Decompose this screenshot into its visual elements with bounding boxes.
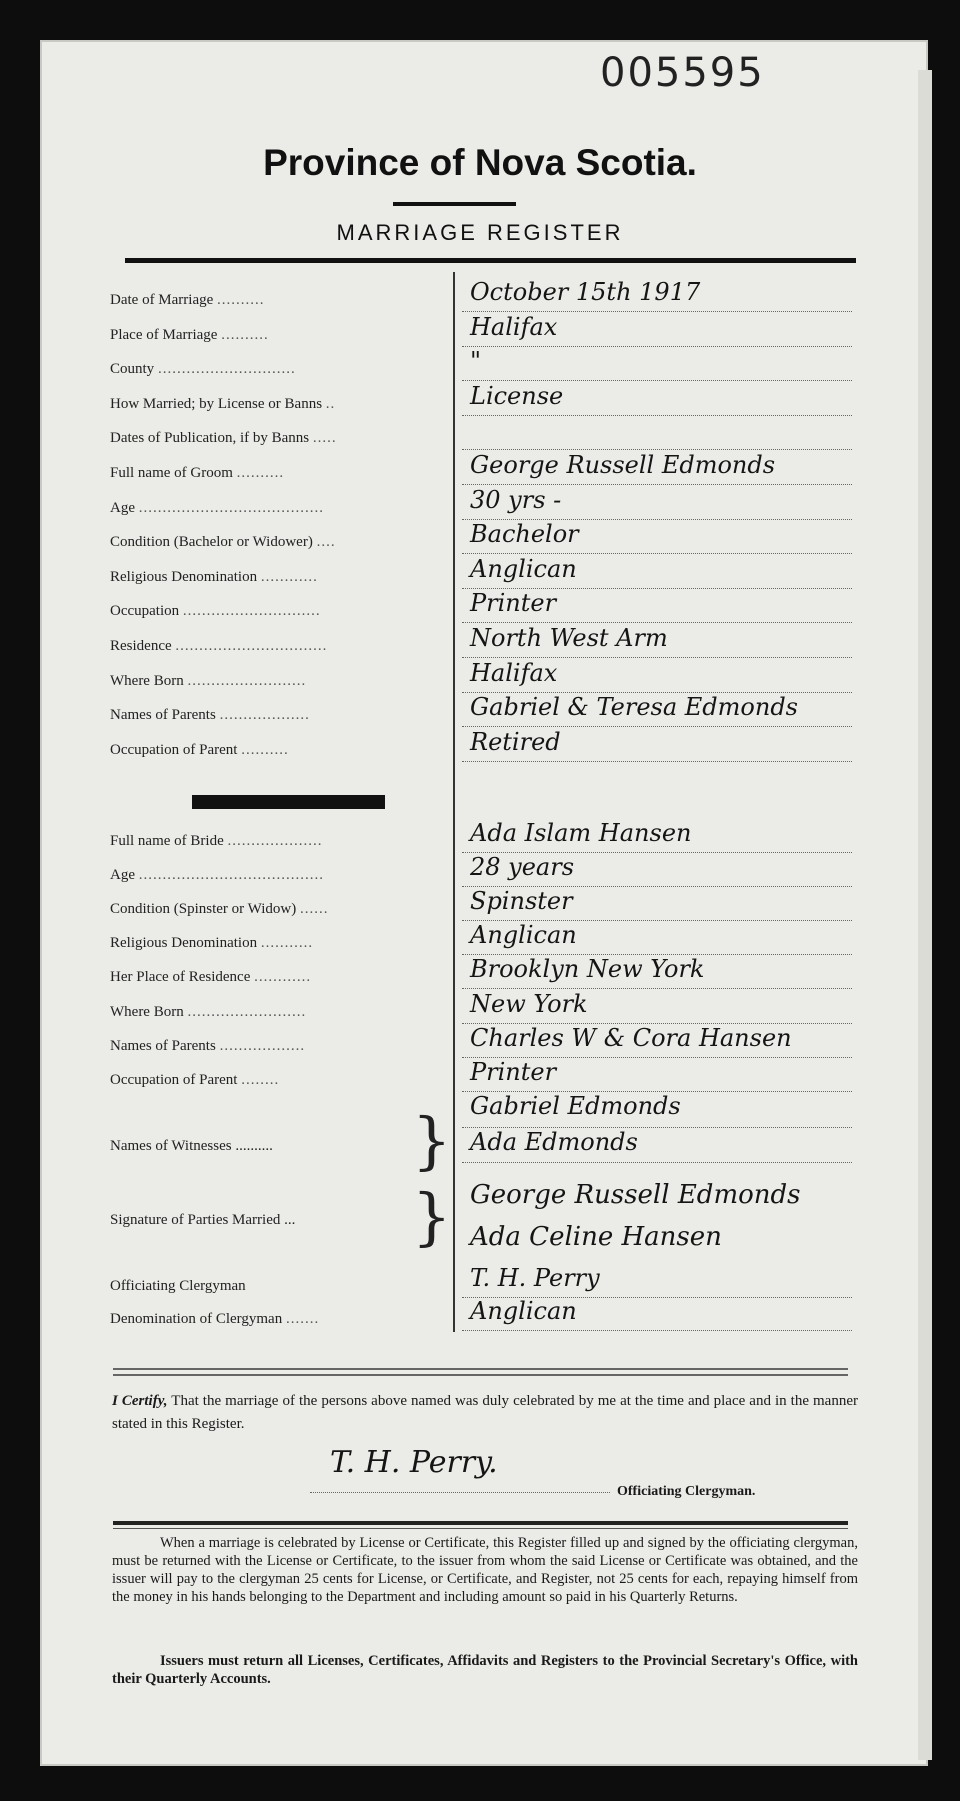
- field-value: License: [470, 381, 564, 410]
- field-label-text: Occupation of Parent: [110, 1071, 238, 1088]
- field-value-line: [462, 690, 852, 693]
- field-label: [110, 833, 440, 853]
- field-value: Anglican: [470, 1297, 577, 1325]
- field-label-text: Names of Parents: [110, 1037, 216, 1054]
- field-value-line: [462, 413, 852, 416]
- return-instructions: Issuers must return all Licenses, Certificates, Affidavits and Registers to the Provincial Secretary's Office, with their Quarterly Accounts.: [112, 1653, 858, 1687]
- field-value-line: [462, 447, 852, 450]
- field-label-text: Place of Marriage: [110, 326, 218, 343]
- field-label: [110, 569, 440, 589]
- field-label: [110, 935, 440, 955]
- certify-rule-top: [113, 1368, 848, 1370]
- field-label-leader: .........................: [187, 1003, 307, 1020]
- field-label-text: Officiating Clergyman: [110, 1278, 246, 1294]
- field-value-line: [462, 655, 852, 658]
- certify-signature-line: [310, 1492, 610, 1493]
- signatures-brace: }: [412, 1180, 452, 1253]
- field-value: New York: [470, 989, 588, 1018]
- page-subtitle: MARRIAGE REGISTER: [336, 220, 624, 245]
- field-value: Anglican: [470, 921, 577, 950]
- field-label-text: Age: [110, 499, 135, 516]
- field-label-leader: .......: [285, 1311, 320, 1327]
- certify-signature: T. H. Perry.: [330, 1445, 498, 1480]
- field-label-leader: ..........: [241, 741, 289, 758]
- field-label: [110, 500, 440, 520]
- field-label-leader: ...................: [219, 707, 310, 724]
- field-label: [110, 327, 440, 347]
- field-value-line: [462, 517, 852, 520]
- field-label: [110, 742, 440, 762]
- field-label-text: Her Place of Residence: [110, 969, 251, 986]
- field-value: October 15th 1917: [470, 278, 701, 306]
- field-label-leader: ...........: [260, 935, 314, 952]
- field-label: [110, 396, 440, 416]
- certify-rule-bottom: [113, 1374, 848, 1376]
- field-value: Charles W & Cora Hansen: [470, 1023, 792, 1052]
- field-value-line: [462, 1328, 852, 1331]
- field-label: [110, 465, 440, 485]
- field-label-leader: ..: [325, 395, 336, 412]
- field-label-text: Denomination of Clergyman: [110, 1311, 283, 1327]
- field-value-line: [462, 586, 852, 589]
- field-value: 30 yrs -: [470, 485, 562, 514]
- field-value: ": [470, 347, 482, 376]
- field-label: [110, 1311, 440, 1331]
- field-value: Spinster: [470, 887, 573, 916]
- witnesses-label: Names of Witnesses ..........: [110, 1138, 273, 1154]
- field-label-leader: .......................................: [138, 499, 324, 516]
- field-label: [110, 1072, 440, 1092]
- witness-2-value: Ada Edmonds: [470, 1128, 638, 1156]
- field-value: North West Arm: [470, 624, 668, 652]
- field-label: [110, 969, 440, 989]
- field-label-leader: .......................................: [138, 867, 324, 884]
- title-underline: [393, 202, 516, 206]
- field-label: [110, 292, 440, 312]
- instructions-paragraph: When a marriage is celebrated by License or Certificate, this Register filled up and signed by the officiating clergyman, must be returned with the License or Certificate, to the issuer from whom the said License or Certificate was obtained, and the issuer will pay to the clergyman 25 cents for License, or Certificate, and Register, not 25 cents for each, repaying himself from the money in his hands belonging to the Department and including amount so paid in his Quarterly Returns.: [112, 1535, 858, 1605]
- field-label-text: Date of Marriage: [110, 292, 214, 308]
- field-value: George Russell Edmonds: [470, 451, 776, 479]
- field-value-line: [462, 309, 852, 312]
- field-label-leader: ................................: [175, 638, 328, 654]
- field-label-leader: .............................: [182, 603, 321, 620]
- field-value-line: [462, 759, 852, 762]
- field-label-text: Occupation of Parent: [110, 741, 238, 758]
- field-label-leader: ............: [260, 568, 318, 585]
- field-label-leader: ........: [241, 1071, 280, 1088]
- field-label-text: Condition (Bachelor or Widower): [110, 534, 313, 551]
- field-label-leader: ..........: [221, 326, 269, 343]
- field-value-line: [462, 482, 852, 485]
- certify-text: That the marriage of the persons above named was duly celebrated by me at the time and place and in the manner stated in this Register.: [112, 1393, 858, 1432]
- certify-lead: I Certify,: [112, 1393, 168, 1409]
- field-label-text: Where Born: [110, 672, 184, 689]
- witnesses-brace: }: [412, 1104, 452, 1177]
- bride-signature: Ada Celine Hansen: [470, 1222, 722, 1252]
- field-label-leader: ....................: [227, 833, 323, 849]
- field-value-line: [462, 551, 852, 554]
- paper-edge: [918, 70, 932, 1760]
- groom-signature: George Russell Edmonds: [470, 1180, 801, 1210]
- field-value: Printer: [470, 589, 557, 618]
- field-value-line: [462, 344, 852, 347]
- witness-2-line: [462, 1160, 852, 1163]
- field-label-leader: ..........: [236, 465, 285, 481]
- field-label-leader: .....: [312, 430, 337, 447]
- field-label: [110, 603, 440, 623]
- field-value-line: [462, 724, 852, 727]
- field-label-leader: ......: [299, 901, 329, 918]
- field-label: [110, 534, 440, 554]
- field-label-text: Age: [110, 867, 135, 884]
- field-label: [110, 1004, 440, 1024]
- field-value: Ada Islam Hansen: [470, 819, 692, 847]
- field-label-text: County: [110, 361, 155, 378]
- field-value: 28 years: [470, 853, 575, 882]
- footer-rule: [113, 1521, 848, 1525]
- field-label-leader: .........................: [187, 672, 307, 689]
- field-label-leader: ..........: [217, 292, 265, 308]
- field-value: Retired: [470, 727, 561, 756]
- field-value: Halifax: [470, 658, 558, 687]
- field-value: Anglican: [470, 554, 577, 583]
- field-value: Printer: [470, 1057, 557, 1086]
- field-label-leader: ............: [254, 969, 312, 986]
- field-label-text: Religious Denomination: [110, 935, 258, 952]
- field-value: T. H. Perry: [470, 1264, 600, 1292]
- field-value-line: [462, 620, 852, 623]
- field-label-text: Religious Denomination: [110, 568, 258, 585]
- field-label: [110, 707, 440, 727]
- field-label-text: How Married; by License or Banns: [110, 395, 323, 412]
- field-label-text: Dates of Publication, if by Banns: [110, 430, 310, 447]
- field-label: [110, 673, 440, 693]
- certify-role: Officiating Clergyman.: [617, 1484, 756, 1499]
- field-value: Bachelor: [470, 520, 579, 549]
- field-label: [110, 867, 440, 887]
- field-value: Brooklyn New York: [470, 955, 705, 984]
- field-label-text: Occupation: [110, 603, 180, 620]
- witness-1-value: Gabriel Edmonds: [470, 1092, 681, 1120]
- field-label: [110, 430, 440, 450]
- field-label-text: Where Born: [110, 1003, 184, 1020]
- certify-statement: [112, 1390, 858, 1436]
- field-label: [110, 901, 440, 921]
- field-label-leader: ..................: [219, 1037, 306, 1054]
- header-rule: [125, 258, 856, 263]
- field-label-text: Full name of Groom: [110, 465, 233, 481]
- section-separator-bar: [192, 795, 385, 809]
- field-value: Gabriel & Teresa Edmonds: [470, 693, 798, 722]
- field-label-leader: .............................: [157, 361, 296, 378]
- register-number: 005595: [600, 50, 765, 96]
- field-label: [110, 1278, 440, 1298]
- footer-rule-thin: [113, 1528, 848, 1529]
- field-label-text: Names of Parents: [110, 707, 216, 724]
- field-value: Halifax: [470, 312, 558, 341]
- field-label: [110, 361, 440, 381]
- field-label-text: Full name of Bride: [110, 833, 224, 849]
- field-label: [110, 1038, 440, 1058]
- field-label-text: Condition (Spinster or Widow): [110, 901, 297, 918]
- column-divider: [453, 272, 455, 1332]
- field-label-text: Residence: [110, 638, 172, 654]
- field-label: [110, 638, 440, 658]
- signatures-label: Signature of Parties Married ...: [110, 1212, 296, 1228]
- field-value-line: [462, 378, 852, 381]
- field-label-leader: ....: [316, 534, 336, 551]
- page-title: Province of Nova Scotia.: [263, 142, 697, 183]
